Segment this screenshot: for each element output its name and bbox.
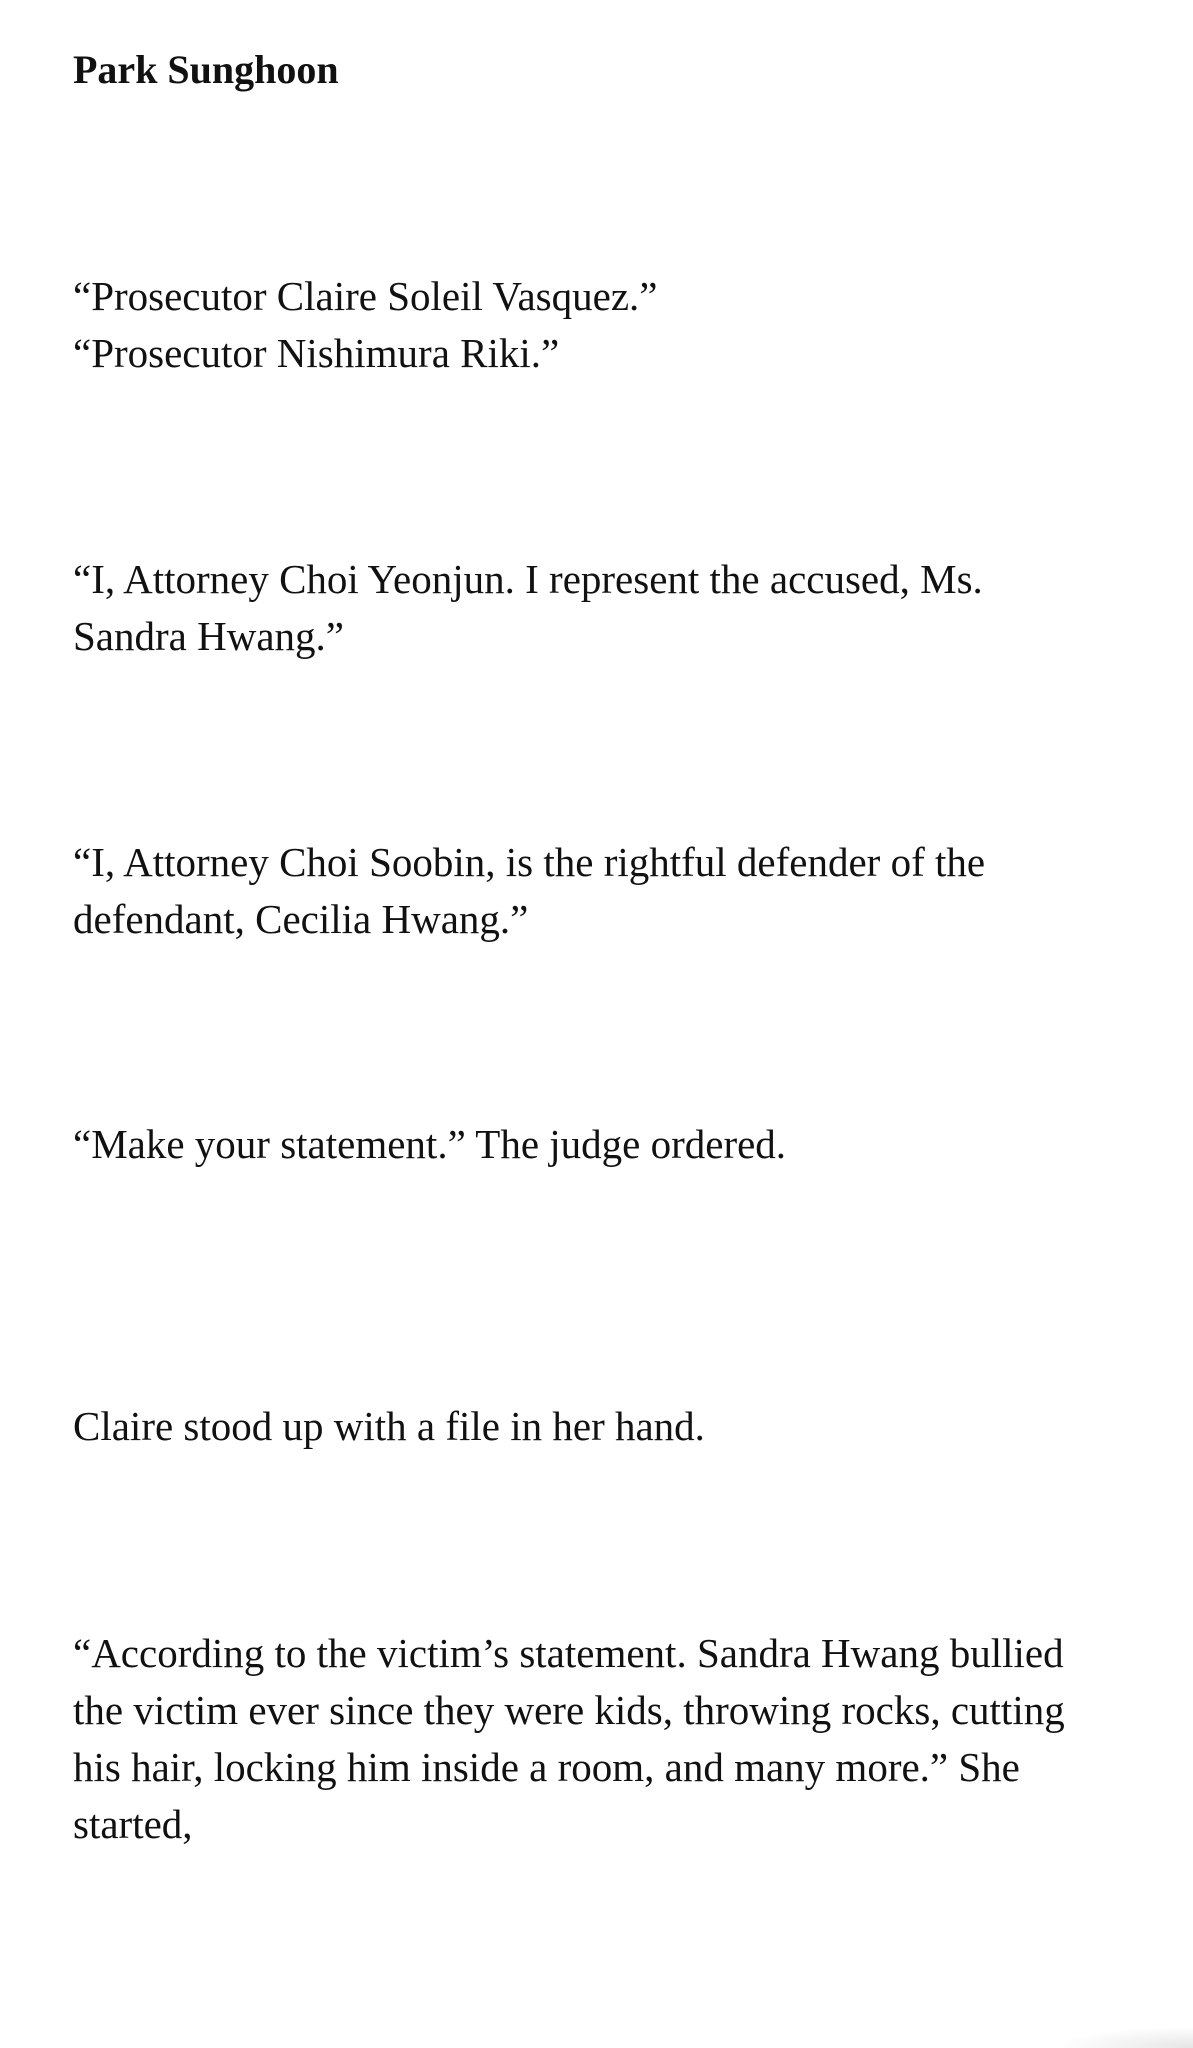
paragraph-victim-statement xyxy=(73,1625,1133,1853)
text-line: “Make your statement.” The judge ordered. xyxy=(73,1121,787,1167)
text-line: Claire stood up with a file in her hand. xyxy=(73,1403,705,1449)
paragraph-claire-stood xyxy=(73,1398,1133,1455)
author-name: Park Sunghoon xyxy=(73,47,339,92)
page-corner-shadow xyxy=(1053,2026,1193,2048)
paragraph-judge-order xyxy=(73,1116,1133,1173)
text-line: “I, Attorney Choi Yeonjun. I represent the accused, Ms. xyxy=(73,556,983,602)
text-line: “Prosecutor Nishimura Riki.” xyxy=(73,330,560,376)
text-line: “Prosecutor Claire Soleil Vasquez.” xyxy=(73,273,658,319)
text-line: the victim ever since they were kids, throwing rocks, cutting xyxy=(73,1687,1065,1733)
paragraph-attorney-soobin xyxy=(73,834,1133,948)
paragraph-attorney-yeonjun xyxy=(73,551,1133,665)
text-line: his hair, locking him inside a room, and many more.” She xyxy=(73,1744,1020,1790)
text-line: “According to the victim’s statement. Sandra Hwang bullied xyxy=(73,1630,1064,1676)
text-line: started, xyxy=(73,1801,193,1847)
text-line: “I, Attorney Choi Soobin, is the rightful defender of the xyxy=(73,839,986,885)
paragraph-prosecutors xyxy=(73,268,1133,382)
text-line: defendant, Cecilia Hwang.” xyxy=(73,896,529,942)
text-line: Sandra Hwang.” xyxy=(73,613,344,659)
